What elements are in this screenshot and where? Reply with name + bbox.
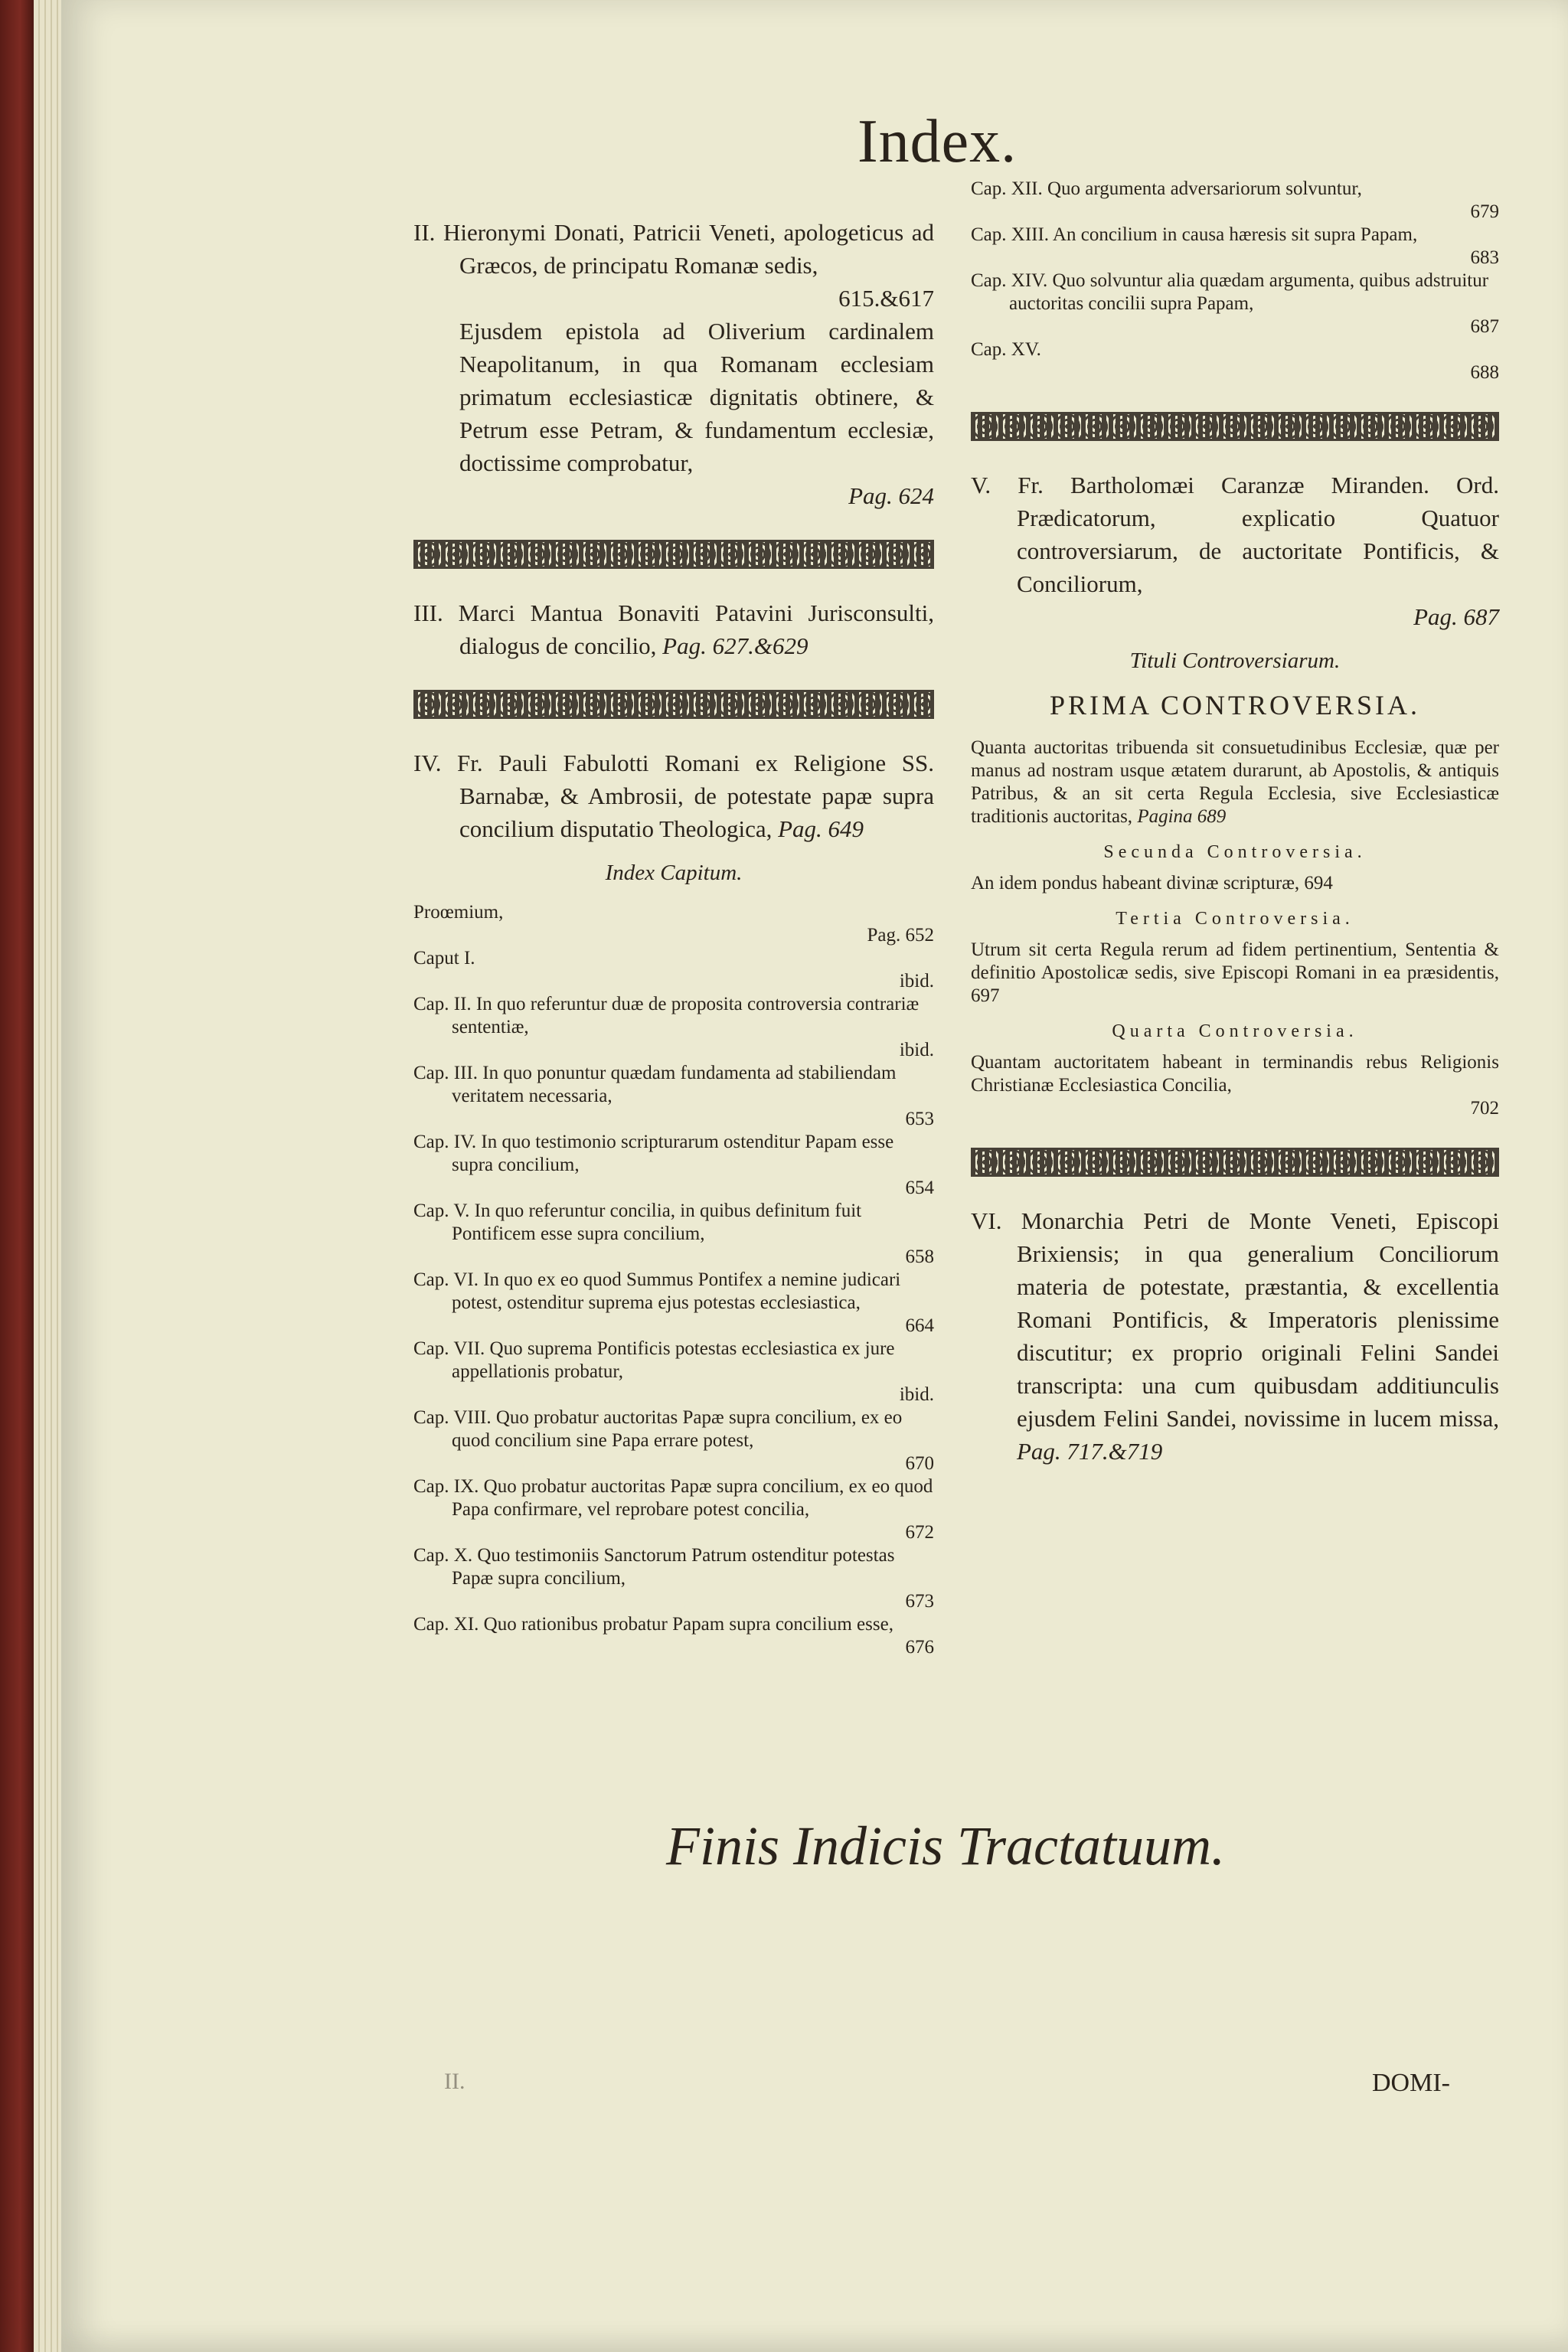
chapter-entry [413, 1613, 934, 1659]
chapter-label: Cap. VII. Quo suprema Pontificis potestas ecclesiastica ex jure appellationis probatur, [413, 1338, 895, 1382]
entry-ii-sub-text: Ejusdem epistola ad Oliverium cardinalem Neapolitanum, in qua Romanam ecclesiam primatum ecclesiasticæ dignitatis obtinere, & Petrum esse Petram, & fundamentum ecclesiæ, doctissime comprobatur, [459, 318, 934, 476]
index-capitum-heading: Index Capitum. [605, 861, 743, 885]
chapter-label: Cap. VI. In quo ex eo quod Summus Pontifex a nemine judicari potest, ostenditur suprema ejus potestas ecclesiastica, [413, 1269, 901, 1313]
entry-v-text: V. Fr. Bartholomæi Caranzæ Miranden. Ord. Prædicatorum, explicatio Quatuor controversiarum, de auctoritate Pontificis, & Conciliorum, [971, 472, 1499, 597]
chapter-label: Proœmium, [413, 902, 504, 923]
chapter-entry [413, 1131, 934, 1200]
chapter-entry [971, 270, 1499, 338]
page-title: Index. [858, 108, 1018, 175]
chapter-entry [413, 947, 934, 993]
tertia-page: 697 [971, 985, 1000, 1006]
chapter-entry [971, 338, 1499, 384]
chapter-entry [413, 1062, 934, 1131]
book-page [61, 0, 1568, 2352]
chapter-entry [413, 1406, 934, 1475]
chapter-page: ibid. [899, 971, 934, 991]
secunda-controversia-heading: Secunda Controversia. [1103, 842, 1367, 862]
chapter-entry [413, 1269, 934, 1338]
quarta-controversia-heading: Quarta Controversia. [1112, 1021, 1358, 1041]
chapter-page: Pag. 652 [867, 925, 934, 946]
prima-controversia-text [971, 737, 1499, 828]
ornament-divider [413, 540, 934, 569]
tertia-controversia-heading: Tertia Controversia. [1116, 909, 1354, 929]
ornament-divider [413, 690, 934, 719]
quarta-text: Quantam auctoritatem habeant in terminandis rebus Religionis Christianæ Ecclesiastica Concilia, [971, 1052, 1499, 1096]
chapter-page: 673 [905, 1591, 934, 1612]
entry-iv-text: IV. Fr. Pauli Fabulotti Romani ex Religione SS. Barnabæ, & Ambrosii, de potestate papæ supra concilium disputatio Theologica, [413, 750, 934, 842]
book-cover-edge [0, 0, 34, 2352]
tertia-controversia-text [971, 939, 1499, 1008]
quarta-page: 702 [1470, 1098, 1499, 1119]
chapter-page: 654 [905, 1178, 934, 1198]
chapter-page: 683 [1470, 247, 1499, 268]
chapter-label: Cap. XII. Quo argumenta adversariorum solvuntur, [971, 178, 1362, 199]
chapter-entry [413, 1475, 934, 1544]
prima-text: Quanta auctoritas tribuenda sit consuetudinibus Ecclesiæ, quæ per manus ad nostram usque ætatem durarunt, ab Apostolis, & antiquis Patribus, & an sit certa Regula Ecclesia, sive Ecclesiasticæ traditionis auctoritas, [971, 737, 1499, 827]
entry-v-pages: Pag. 687 [1413, 603, 1499, 630]
chapter-entry [413, 1338, 934, 1406]
chapter-page: 672 [905, 1522, 934, 1543]
entry-iii [413, 596, 934, 662]
chapter-page: 670 [905, 1453, 934, 1474]
entry-ii-pages: 615.&617 [838, 285, 934, 312]
chapter-label: Cap. XI. Quo rationibus probatur Papam supra concilium esse, [413, 1614, 893, 1635]
left-column [413, 216, 934, 1659]
right-chapter-list [971, 178, 1499, 384]
right-column [971, 178, 1499, 1468]
entry-iii-pages: Pag. 627.&629 [662, 632, 808, 659]
chapter-label: Cap. XV. [971, 339, 1041, 360]
chapter-label: Cap. VIII. Quo probatur auctoritas Papæ supra concilium, ex eo quod concilium sine Papa errare potest, [413, 1407, 903, 1451]
entry-iii-text: III. Marci Mantua Bonaviti Patavini Jurisconsulti, dialogus de concilio, [413, 599, 934, 659]
chapter-entry [971, 178, 1499, 224]
chapter-label: Cap. V. In quo referuntur concilia, in quibus definitum fuit Pontificem esse supra concilium, [413, 1200, 862, 1244]
tertia-text: Utrum sit certa Regula rerum ad fidem pertinentium, Sententia & definitio Apostolicæ sedis, sive Episcopi Romani in ea præsidentis, [971, 939, 1499, 983]
chapter-page: 653 [905, 1109, 934, 1129]
entry-ii-sub [413, 315, 934, 512]
entry-iv-pages: Pag. 649 [778, 815, 864, 842]
prima-controversia-heading: PRIMA CONTROVERSIA. [1049, 690, 1421, 720]
chapter-page: 676 [905, 1637, 934, 1658]
prima-page: Pagina 689 [1137, 806, 1227, 827]
chapter-label: Cap. XIII. An concilium in causa hæresis sit supra Papam, [971, 224, 1418, 245]
chapter-label: Cap. III. In quo ponuntur quædam fundamenta ad stabiliendam veritatem necessaria, [413, 1063, 897, 1106]
chapter-entry [413, 993, 934, 1062]
entry-ii-text: II. Hieronymi Donati, Patricii Veneti, apologeticus ad Græcos, de principatu Romanæ sedis, [413, 219, 934, 279]
secunda-controversia-text [971, 872, 1499, 895]
signature-mark: II. [444, 2069, 466, 2094]
chapter-label: Cap. X. Quo testimoniis Sanctorum Patrum ostenditur potestas Papæ supra concilium, [413, 1545, 895, 1589]
secunda-text: An idem pondus habeant divinæ scripturæ, [971, 873, 1300, 893]
chapter-page: 664 [905, 1315, 934, 1336]
chapter-page: 688 [1470, 362, 1499, 383]
chapter-label: Cap. IV. In quo testimonio scripturarum ostenditur Papam esse supra concilium, [413, 1132, 894, 1175]
tituli-heading: Tituli Controversiarum. [1129, 648, 1341, 673]
chapter-page: 687 [1470, 316, 1499, 337]
ornament-divider [971, 412, 1499, 441]
left-chapter-list [413, 901, 934, 1659]
entry-vi-text: VI. Monarchia Petri de Monte Veneti, Episcopi Brixiensis; in qua generalium Conciliorum materia de potestate, præstantia, & excellentia Romani Pontificis, & Imperatoris plenissime discutitur; ex proprio originali Felini Sandei transcripta: una cum quibusdam additiunculis ejusdem Felini Sandei, novissime in lucem missa, [971, 1207, 1499, 1432]
entry-vi [971, 1204, 1499, 1468]
chapter-entry [413, 1200, 934, 1269]
catchword: DOMI- [1372, 2069, 1450, 2097]
finis-line: Finis Indicis Tractatuum. [666, 1815, 1226, 1877]
ornament-divider [971, 1148, 1499, 1177]
chapter-entry [413, 901, 934, 947]
secunda-page: 694 [1304, 873, 1333, 893]
chapter-page: ibid. [899, 1040, 934, 1060]
chapter-label: Caput I. [413, 948, 475, 969]
chapter-label: Cap. IX. Quo probatur auctoritas Papæ supra concilium, ex eo quod Papa confirmare, vel reprobare potest concilia, [413, 1476, 933, 1520]
chapter-page: 679 [1470, 201, 1499, 222]
chapter-label: Cap. XIV. Quo solvuntur alia quædam argumenta, quibus adstruitur auctoritas concilii supra Papam, [971, 270, 1489, 314]
chapter-page: 658 [905, 1246, 934, 1267]
quarta-controversia-text [971, 1051, 1499, 1120]
entry-ii [413, 216, 934, 315]
chapter-page: ibid. [899, 1384, 934, 1405]
entry-v [971, 469, 1499, 633]
entry-ii-sub-pages: Pag. 624 [848, 482, 934, 509]
chapter-entry [413, 1544, 934, 1613]
chapter-entry [971, 224, 1499, 270]
chapter-label: Cap. II. In quo referuntur duæ de proposita controversia contrariæ sententiæ, [413, 994, 920, 1037]
entry-iv [413, 746, 934, 845]
entry-vi-pages: Pag. 717.&719 [1017, 1438, 1163, 1465]
